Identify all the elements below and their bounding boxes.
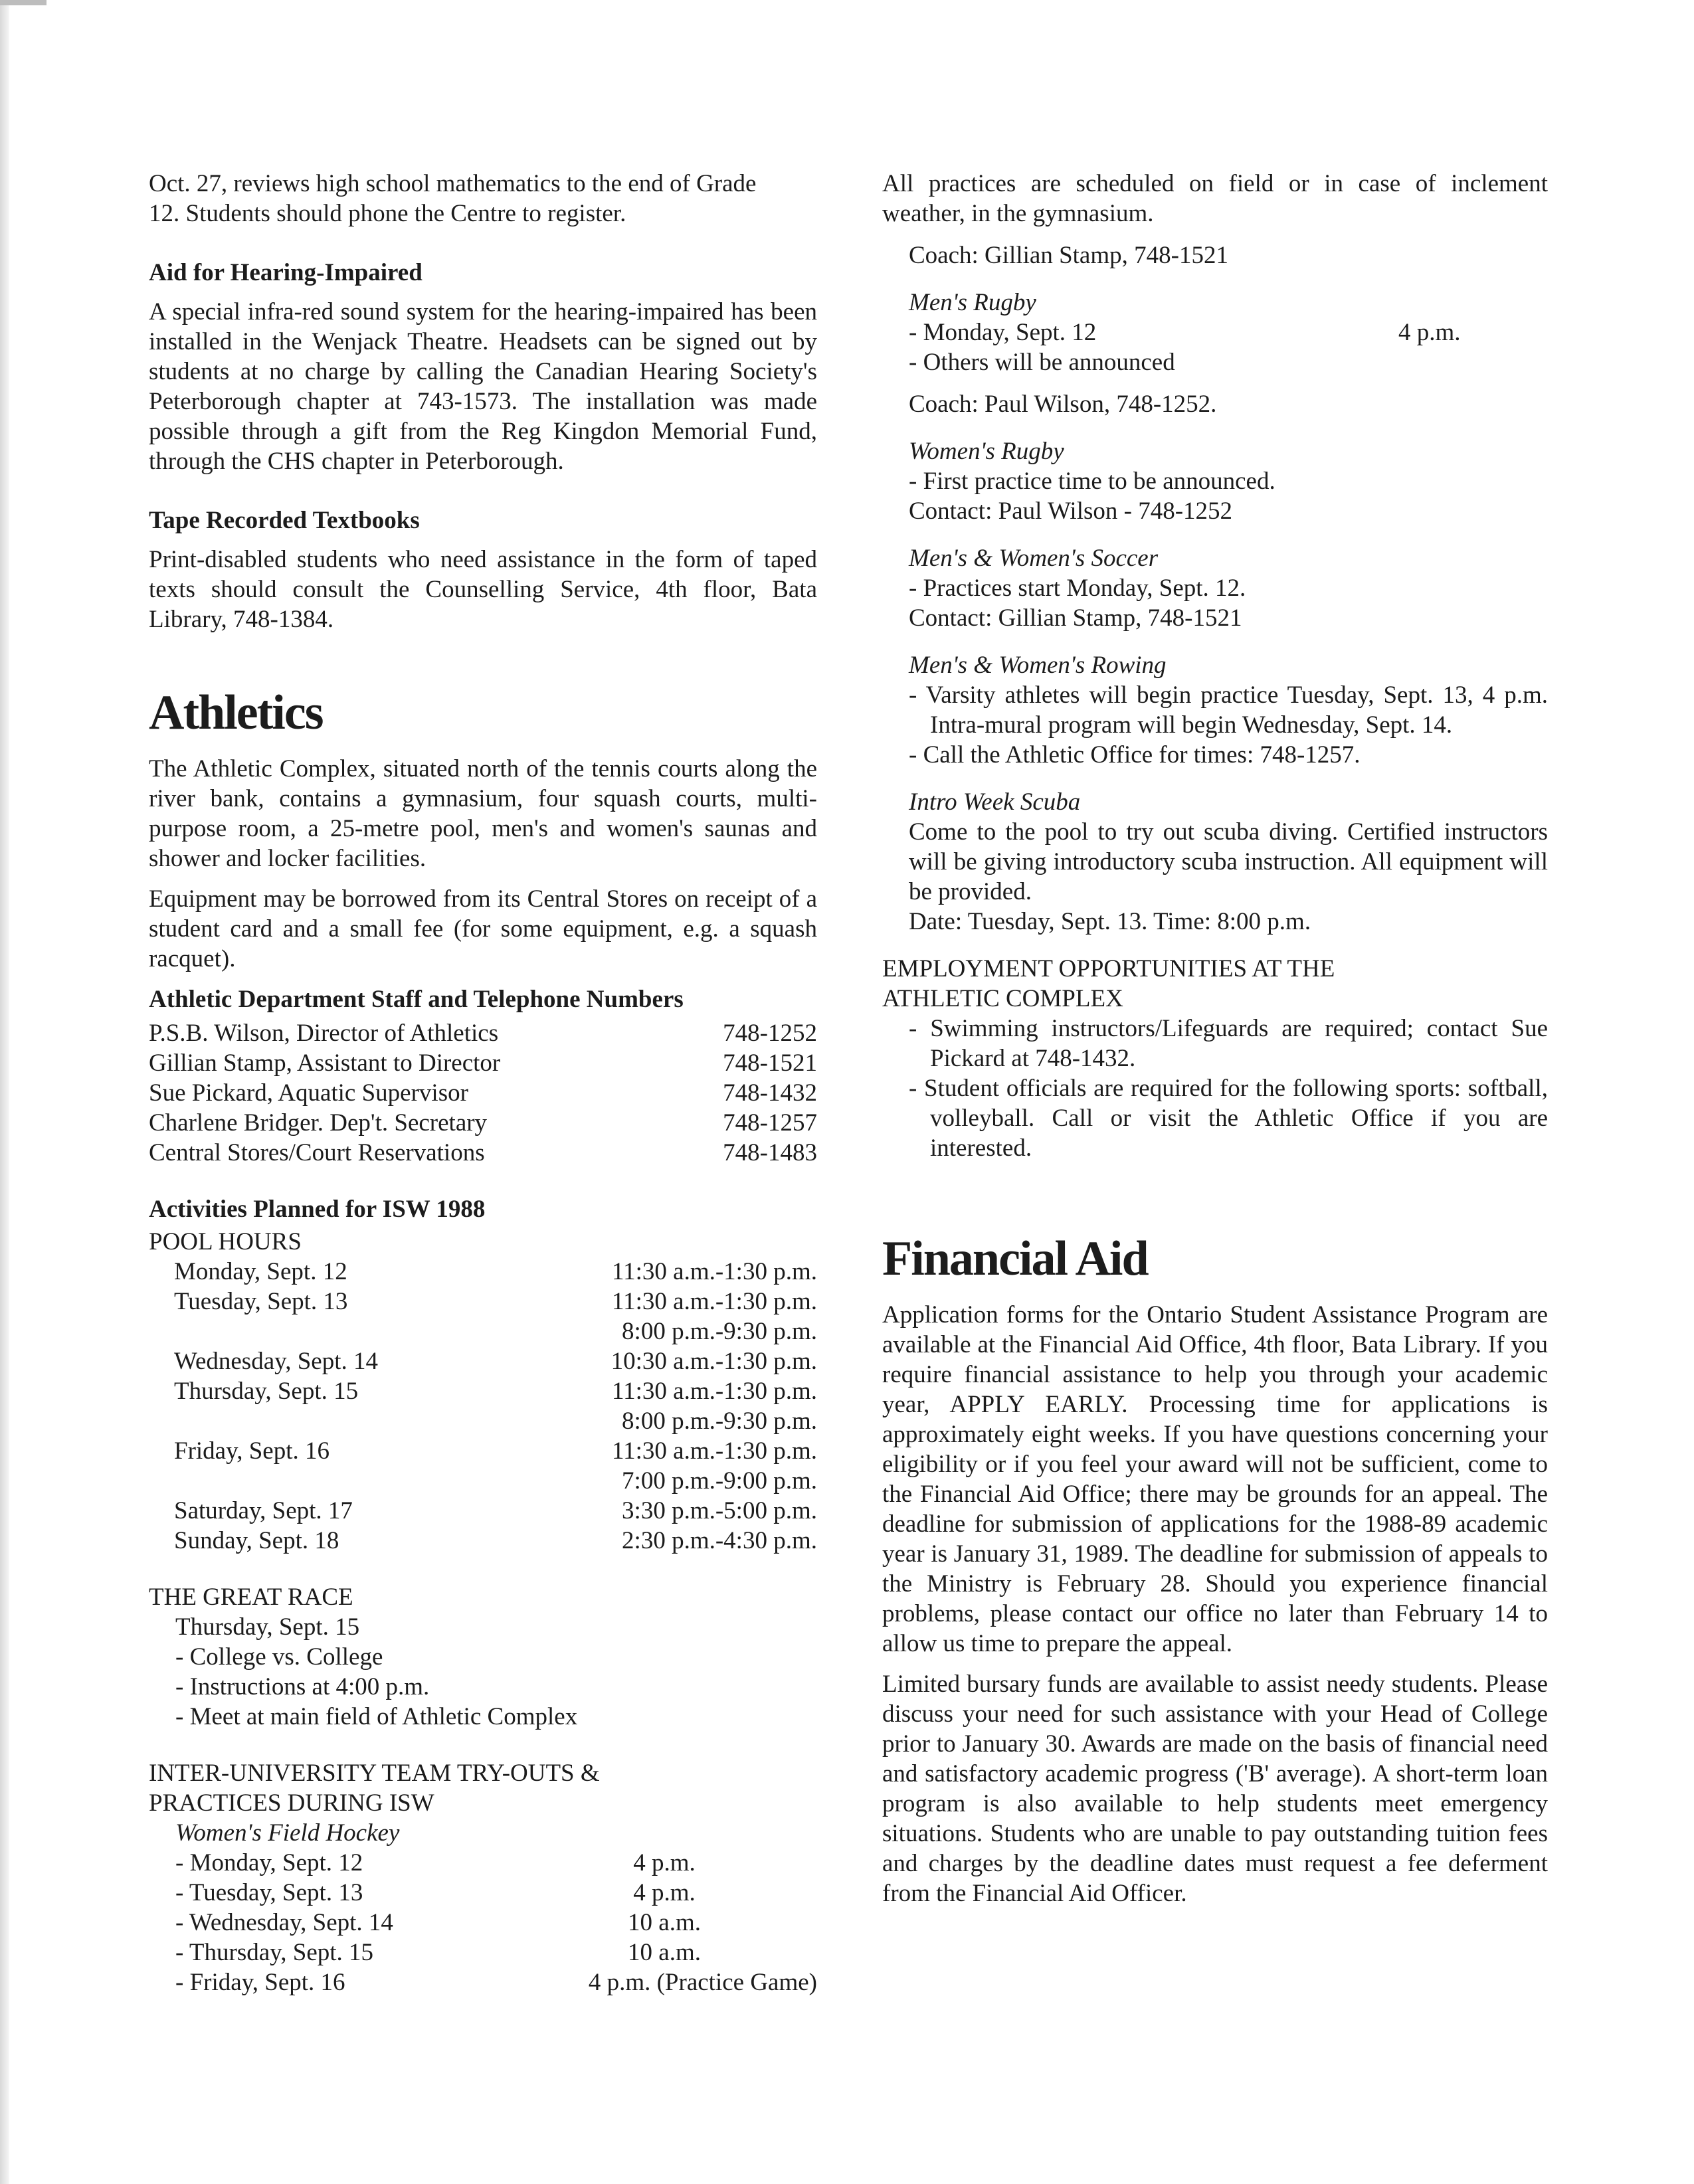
pool-row	[174, 1436, 817, 1466]
athletics-title: Athletics	[149, 685, 323, 740]
team-line: - First practice time to be announced.	[909, 468, 1275, 495]
team-title: Intro Week Scuba	[909, 788, 1081, 816]
staff-name: Charlene Bridger. Dep't. Secretary	[149, 1109, 488, 1137]
staff-name: Sue Pickard, Aquatic Supervisor	[149, 1079, 468, 1107]
staff-phone: 748-1257	[723, 1109, 817, 1137]
staff-heading: Athletic Department Staff and Telephone Numbers	[149, 986, 684, 1013]
staff-phone: 748-1483	[723, 1139, 817, 1166]
field-hockey-time: 4 p.m.	[633, 1879, 696, 1906]
team-title: Men's Rugby	[909, 289, 1036, 316]
field-hockey-day: - Friday, Sept. 16	[175, 1969, 345, 1996]
team-row	[909, 318, 1548, 347]
field-hockey-row	[175, 1848, 817, 1878]
team-title: Men's & Women's Soccer	[909, 545, 1159, 572]
team-line: Contact: Gillian Stamp, 748-1521	[909, 604, 1242, 632]
staff-phone: 748-1521	[723, 1049, 817, 1077]
field-hockey-day: - Monday, Sept. 12	[175, 1849, 363, 1876]
pool-time: 11:30 a.m.-1:30 p.m.	[612, 1437, 817, 1465]
pool-row	[174, 1376, 817, 1406]
team-line: - Others will be announced	[909, 349, 1175, 376]
pool-day: Thursday, Sept. 15	[174, 1378, 359, 1405]
pool-day: Sunday, Sept. 18	[174, 1527, 339, 1554]
staff-name: Central Stores/Court Reservations	[149, 1139, 485, 1166]
team-day: - Monday, Sept. 12	[909, 319, 1097, 346]
pool-row	[174, 1526, 817, 1556]
financial-aid-paragraph: Application forms for the Ontario Student Assistance Program are available at the Financial Aid Office, 4th floor, Bata Library. If you require financial assistance to help you through your academic year, APPLY EARLY. Processing time for applications is approximately eight weeks. If you have questions concerning your eligibility or if you feel your award will not be sufficient, come to the Financial Aid Office; there may be grounds for an appeal. The deadline for submission of applications for the 1988-89 academic year is January 31, 1989. The deadline for submission of appeals to the Ministry is February 28. Should you experience financial problems, please contact our office no later than February 14 to allow us time to prepare the appeal.	[882, 1301, 1548, 1657]
tape-body: Print-disabled students who need assistance in the form of taped texts should consult the Counselling Service, 4th floor, Bata Library, 748-1384.	[149, 546, 817, 633]
intro-line: Oct. 27, reviews high school mathematics to the end of Grade	[149, 170, 757, 197]
employment-item: - Student officials are required for the following sports: softball, volleyball. Call or visit the Athletic Office if you are interested.	[909, 1075, 1548, 1162]
pool-time: 11:30 a.m.-1:30 p.m.	[612, 1288, 817, 1315]
team-title: Women's Rugby	[909, 438, 1064, 465]
field-hockey-time: 4 p.m.	[633, 1849, 696, 1876]
field-hockey-time: 4 p.m. (Practice Game)	[588, 1969, 817, 1996]
field-hockey-title: Women's Field Hockey	[175, 1819, 400, 1847]
pool-day: Monday, Sept. 12	[174, 1258, 347, 1285]
staff-row	[149, 1078, 817, 1108]
team-title: Men's & Women's Rowing	[909, 652, 1167, 679]
staff-row	[149, 1138, 817, 1168]
scan-page-corner	[0, 0, 47, 5]
field-hockey-time: 10 a.m.	[628, 1909, 701, 1936]
financial-aid-title: Financial Aid	[882, 1231, 1148, 1286]
activities-heading: Activities Planned for ISW 1988	[149, 1196, 486, 1223]
employment-heading: EMPLOYMENT OPPORTUNITIES AT THE	[882, 955, 1335, 982]
pool-hours-heading: POOL HOURS	[149, 1228, 302, 1255]
pool-row	[174, 1406, 817, 1436]
teams-block	[882, 240, 1548, 419]
great-race-line: - College vs. College	[175, 1643, 383, 1671]
team-time: 4 p.m.	[1398, 319, 1461, 346]
pool-hours-list	[149, 1257, 817, 1556]
field-hockey-day: - Wednesday, Sept. 14	[175, 1909, 393, 1936]
staff-name: Gillian Stamp, Assistant to Director	[149, 1049, 501, 1077]
hearing-heading: Aid for Hearing-Impaired	[149, 259, 423, 286]
pool-time: 10:30 a.m.-1:30 p.m.	[611, 1348, 817, 1375]
pool-row	[174, 1317, 817, 1346]
team-line: - Practices start Monday, Sept. 12.	[909, 575, 1246, 602]
hearing-body: A special infra-red sound system for the hearing-impaired has been installed in the Wenjack Theatre. Headsets can be signed out by students at no charge by calling the Canadian Hearing Society's Peterborough chapter at 743-1573. The installation was made possible through a gift from the Reg Kingdon Memorial Fund, through the CHS chapter in Peterborough.	[149, 298, 817, 475]
pool-row	[174, 1466, 817, 1496]
pool-day: Tuesday, Sept. 13	[174, 1288, 348, 1315]
pool-time: 7:00 p.m.-9:00 p.m.	[622, 1467, 817, 1495]
staff-list	[149, 1018, 817, 1168]
pool-day: Wednesday, Sept. 14	[174, 1348, 379, 1375]
pool-time: 8:00 p.m.-9:30 p.m.	[622, 1408, 817, 1435]
field-hockey-time: 10 a.m.	[628, 1939, 701, 1966]
coach-line: Coach: Paul Wilson, 748-1252.	[909, 391, 1217, 418]
left-column	[149, 169, 817, 1997]
great-race-list	[149, 1612, 817, 1732]
field-hockey-row	[175, 1878, 817, 1908]
tape-heading: Tape Recorded Textbooks	[149, 507, 420, 534]
team-line: - Call the Athletic Office for times: 748-1257.	[909, 741, 1361, 769]
athletics-paragraph: The Athletic Complex, situated north of the tennis courts along the river bank, contains a gymnasium, four squash courts, multi-purpose room, a 25-metre pool, men's and women's saunas and shower and locker facilities.	[149, 755, 817, 872]
right-column	[882, 169, 1548, 1919]
great-race-line: - Meet at main field of Athletic Complex	[175, 1703, 578, 1730]
staff-phone: 748-1432	[723, 1079, 817, 1107]
staff-row	[149, 1108, 817, 1138]
financial-aid-paragraph: Limited bursary funds are available to assist needy students. Please discuss your need for such assistance with your Head of College prior to January 30. Awards are made on the basis of financial need and satisfactory academic progress ('B' average). A short-term loan program is also available to help students meet emergency situations. Students who are unable to pay outstanding tuition fees and charges by the deadline dates must request a fee deferment from the Financial Aid Officer.	[882, 1671, 1548, 1907]
great-race-heading: THE GREAT RACE	[149, 1584, 353, 1611]
scuba-body: Come to the pool to try out scuba diving. Certified instructors will be giving introductory scuba instruction. All equipment will be provided.	[909, 818, 1548, 905]
employment-heading: ATHLETIC COMPLEX	[882, 985, 1123, 1012]
staff-row	[149, 1018, 817, 1048]
team-line: Contact: Paul Wilson - 748-1252	[909, 498, 1233, 525]
great-race-line: - Instructions at 4:00 p.m.	[175, 1673, 430, 1700]
pool-time: 3:30 p.m.-5:00 p.m.	[622, 1497, 817, 1524]
field-hockey-day: - Thursday, Sept. 15	[175, 1939, 374, 1966]
scan-page-edge	[0, 0, 9, 2184]
pool-time: 11:30 a.m.-1:30 p.m.	[612, 1378, 817, 1405]
employment-item: - Swimming instructors/Lifeguards are required; contact Sue Pickard at 748-1432.	[909, 1015, 1548, 1072]
staff-phone: 748-1252	[723, 1020, 817, 1047]
athletics-paragraph: Equipment may be borrowed from its Central Stores on receipt of a student card and a small fee (for some equipment, e.g. a squash racquet).	[149, 885, 817, 972]
field-hockey-row	[175, 1938, 817, 1967]
pool-time: 8:00 p.m.-9:30 p.m.	[622, 1318, 817, 1345]
field-hockey-row	[175, 1908, 817, 1938]
pool-row	[174, 1287, 817, 1317]
pool-day: Saturday, Sept. 17	[174, 1497, 353, 1524]
staff-name: P.S.B. Wilson, Director of Athletics	[149, 1020, 499, 1047]
staff-row	[149, 1048, 817, 1078]
scuba-date: Date: Tuesday, Sept. 13. Time: 8:00 p.m.	[909, 908, 1311, 935]
pool-time: 11:30 a.m.-1:30 p.m.	[612, 1258, 817, 1285]
coach-line: Coach: Gillian Stamp, 748-1521	[909, 242, 1228, 269]
pool-day: Friday, Sept. 16	[174, 1437, 329, 1465]
intro-line: 12. Students should phone the Centre to register.	[149, 200, 626, 227]
pool-row	[174, 1257, 817, 1287]
pool-time: 2:30 p.m.-4:30 p.m.	[622, 1527, 817, 1554]
field-hockey-list	[149, 1818, 817, 1997]
team-line: - Varsity athletes will begin practice Tuesday, Sept. 13, 4 p.m. Intra-mural program will begin Wednesday, Sept. 14.	[909, 682, 1548, 739]
tryouts-heading: PRACTICES DURING ISW	[149, 1789, 434, 1817]
practice-note: All practices are scheduled on field or in case of inclement weather, in the gymnasium.	[882, 170, 1548, 227]
great-race-line: Thursday, Sept. 15	[175, 1613, 360, 1641]
pool-row	[174, 1496, 817, 1526]
pool-row	[174, 1346, 817, 1376]
field-hockey-day: - Tuesday, Sept. 13	[175, 1879, 363, 1906]
tryouts-heading: INTER-UNIVERSITY TEAM TRY-OUTS &	[149, 1760, 600, 1787]
field-hockey-row	[175, 1967, 817, 1997]
